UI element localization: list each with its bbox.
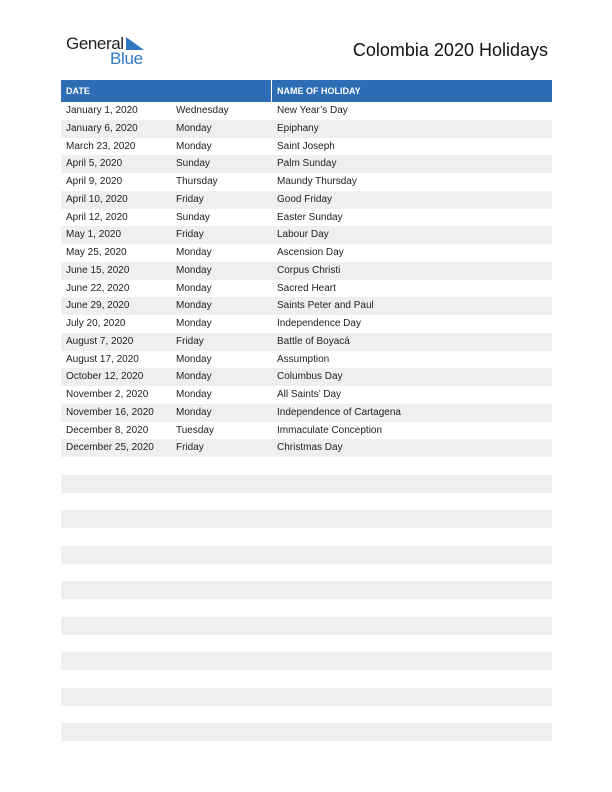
cell-holiday-name: Battle of Boyacá (277, 335, 350, 347)
table-row (61, 226, 552, 244)
cell-weekday: Sunday (176, 158, 210, 170)
cell-date: December 25, 2020 (66, 442, 154, 454)
table-row (61, 155, 552, 173)
table-row (61, 475, 552, 493)
table-row (61, 652, 552, 670)
table-row (61, 244, 552, 262)
cell-weekday: Friday (176, 335, 204, 347)
table-row (61, 280, 552, 298)
table-row (61, 333, 552, 351)
cell-holiday-name: All Saints’ Day (277, 389, 342, 400)
table-row (61, 262, 552, 280)
table-row (61, 617, 552, 635)
table-row (61, 670, 552, 688)
cell-date: January 6, 2020 (66, 122, 138, 134)
cell-date: June 22, 2020 (66, 282, 130, 294)
table-body (61, 102, 552, 741)
table-row (61, 723, 552, 741)
cell-date: October 12, 2020 (66, 371, 144, 383)
cell-weekday: Tuesday (176, 424, 214, 436)
cell-date: March 23, 2020 (66, 140, 136, 152)
cell-date: May 1, 2020 (66, 229, 122, 241)
cell-weekday: Monday (176, 318, 212, 329)
table-row (61, 138, 552, 156)
cell-weekday: Sunday (176, 211, 210, 223)
header-date: DATE (66, 86, 90, 96)
table-row (61, 368, 552, 386)
cell-weekday: Monday (176, 371, 212, 383)
logo-blue-text: Blue (110, 49, 143, 68)
table-row (61, 120, 552, 138)
cell-date: May 25, 2020 (66, 247, 127, 258)
table-row (61, 635, 552, 653)
cell-holiday-name: Columbus Day (277, 371, 343, 383)
table-row (61, 315, 552, 333)
table-row (61, 209, 552, 227)
cell-date: August 17, 2020 (66, 353, 139, 365)
header-divider (271, 80, 272, 102)
table-row (61, 191, 552, 209)
cell-weekday: Friday (176, 229, 204, 241)
cell-date: December 8, 2020 (66, 424, 149, 436)
table-row (61, 493, 552, 511)
cell-date: July 20, 2020 (66, 318, 126, 329)
cell-holiday-name: Immaculate Conception (277, 424, 383, 436)
cell-holiday-name: Easter Sunday (277, 211, 343, 223)
table-row (61, 581, 552, 599)
cell-weekday: Monday (176, 389, 212, 400)
table-row (61, 351, 552, 369)
cell-date: April 5, 2020 (66, 158, 123, 170)
table-header (61, 80, 552, 102)
cell-date: April 12, 2020 (66, 211, 128, 223)
cell-weekday: Monday (176, 406, 212, 418)
page-title: Colombia 2020 Holidays (352, 40, 548, 60)
cell-weekday: Thursday (176, 176, 218, 187)
table-row (61, 688, 552, 706)
cell-holiday-name: Epiphany (277, 122, 319, 134)
cell-holiday-name: Palm Sunday (277, 158, 337, 170)
cell-holiday-name: Saint Joseph (277, 140, 335, 152)
cell-date: April 10, 2020 (66, 193, 128, 205)
holiday-table (61, 80, 552, 741)
table-row (61, 510, 552, 528)
cell-holiday-name: Good Friday (277, 193, 333, 205)
table-row (61, 599, 552, 617)
table-row (61, 297, 552, 315)
generalblue-logo (66, 34, 156, 68)
table-row (61, 422, 552, 440)
cell-weekday: Friday (176, 442, 204, 454)
table-row (61, 439, 552, 457)
cell-weekday: Wednesday (176, 105, 229, 116)
cell-holiday-name: Ascension Day (277, 247, 344, 258)
table-row (61, 404, 552, 422)
cell-holiday-name: Corpus Christi (277, 264, 341, 276)
cell-holiday-name: Assumption (277, 353, 330, 365)
cell-holiday-name: Independence Day (277, 318, 361, 329)
cell-holiday-name: Maundy Thursday (277, 176, 357, 187)
cell-date: November 16, 2020 (66, 406, 154, 418)
table-row (61, 457, 552, 475)
cell-weekday: Monday (176, 353, 212, 365)
cell-date: January 1, 2020 (66, 105, 138, 116)
table-row (61, 102, 552, 120)
cell-holiday-name: Labour Day (277, 229, 329, 241)
cell-holiday-name: Saints Peter and Paul (277, 300, 374, 312)
cell-date: April 9, 2020 (66, 176, 123, 187)
cell-holiday-name: Sacred Heart (277, 282, 336, 294)
cell-holiday-name: Christmas Day (277, 442, 343, 454)
cell-date: November 2, 2020 (66, 389, 149, 400)
cell-holiday-name: New Year’s Day (277, 105, 348, 116)
cell-date: June 15, 2020 (66, 264, 130, 276)
table-row (61, 386, 552, 404)
table-row (61, 706, 552, 724)
table-row (61, 528, 552, 546)
logo-general-text: General (66, 34, 124, 53)
cell-weekday: Monday (176, 264, 212, 276)
header-holiday-name: NAME OF HOLIDAY (277, 86, 361, 96)
table-row (61, 546, 552, 564)
cell-weekday: Monday (176, 247, 212, 258)
cell-weekday: Monday (176, 122, 212, 134)
table-row (61, 173, 552, 191)
table-row (61, 564, 552, 582)
cell-weekday: Monday (176, 282, 212, 294)
cell-weekday: Monday (176, 140, 212, 152)
cell-weekday: Monday (176, 300, 212, 312)
cell-holiday-name: Independence of Cartagena (277, 406, 401, 418)
cell-date: June 29, 2020 (66, 300, 130, 312)
cell-date: August 7, 2020 (66, 335, 134, 347)
cell-weekday: Friday (176, 193, 204, 205)
